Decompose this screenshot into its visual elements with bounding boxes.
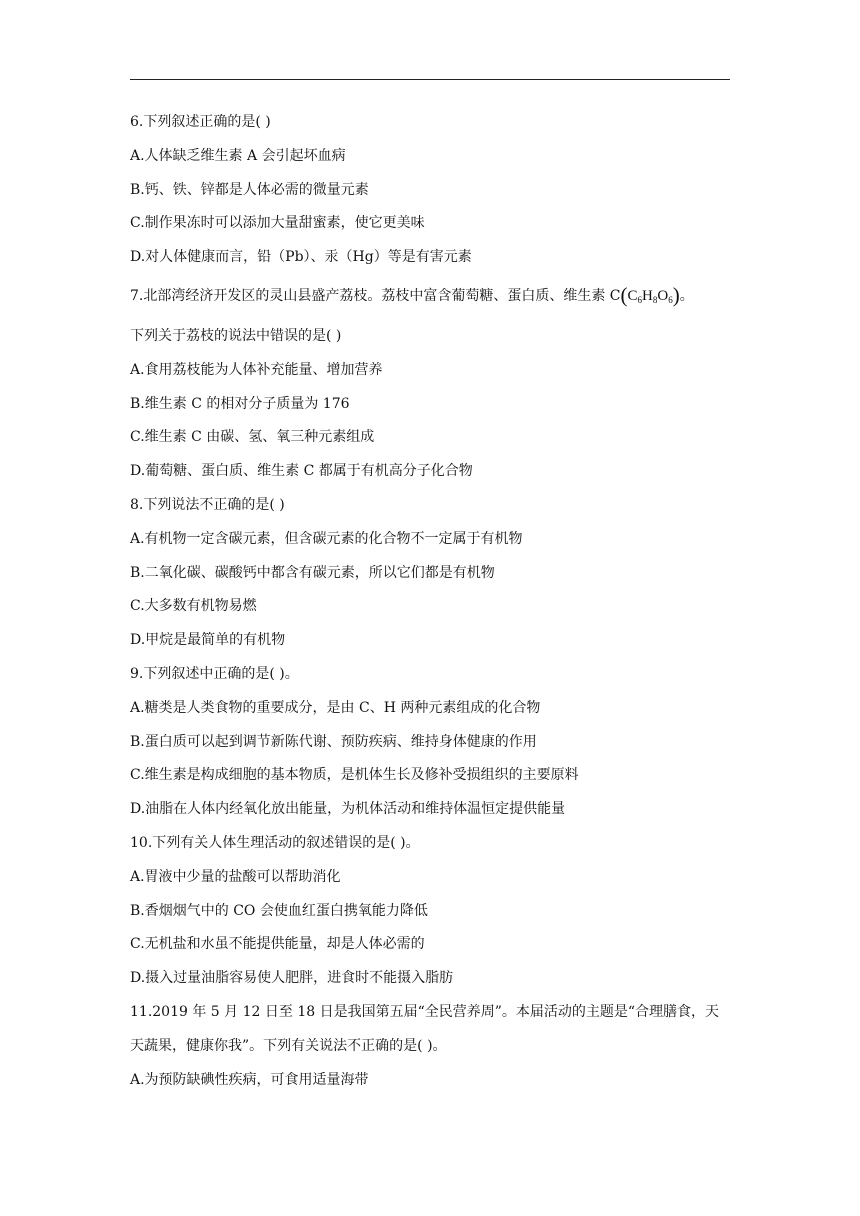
formula-hydrogen: H: [642, 288, 653, 304]
question-7-option-c: C.维生素 C 由碳、氢、氧三种元素组成: [130, 429, 375, 445]
question-10-option-c: C.无机盐和水虽不能提供能量，却是人体必需的: [130, 936, 425, 952]
question-8-option-c: C.大多数有机物易燃: [130, 598, 257, 614]
question-11-stem-line2: 天蔬果，健康你我”。下列有关说法不正确的是( )。: [130, 1038, 447, 1054]
question-6-option-d: D.对人体健康而言，铅（Pb）、汞（Hg）等是有害元素: [130, 249, 472, 265]
question-10-option-d: D.摄入过量油脂容易使人肥胖，进食时不能摄入脂肪: [130, 970, 454, 986]
question-11-option-a: A.为预防缺碘性疾病，可食用适量海带: [130, 1072, 369, 1088]
question-9-stem: 9.下列叙述中正确的是( )。: [130, 666, 299, 682]
formula-close-paren: ): [672, 283, 680, 307]
formula-carbon: C: [627, 288, 638, 304]
question-7-stem-line2: 下列关于荔枝的说法中错误的是( ): [130, 328, 342, 344]
question-10-option-b: B.香烟烟气中的 CO 会使血红蛋白携氧能力降低: [130, 903, 428, 919]
formula-oxygen: O: [657, 288, 669, 304]
question-7-stem: [130, 285, 694, 310]
question-6-option-c: C.制作果冻时可以添加大量甜蜜素，使它更美味: [130, 215, 425, 231]
vitamin-c-formula: [620, 283, 680, 307]
question-6-stem: 6.下列叙述正确的是( ): [130, 114, 271, 130]
question-10-stem: 10.下列有关人体生理活动的叙述错误的是( )。: [130, 835, 420, 851]
question-8-stem: 8.下列说法不正确的是( ): [130, 497, 285, 513]
question-6-option-b: B.钙、铁、锌都是人体必需的微量元素: [130, 182, 369, 198]
formula-carbon-count: 6: [637, 295, 643, 305]
formula-open-paren: (: [620, 283, 628, 307]
question-7-option-b: B.维生素 C 的相对分子质量为 176: [130, 396, 350, 412]
question-7-stem-end: 。: [679, 288, 694, 304]
question-11-stem-line1: 11.2019 年 5 月 12 日至 18 日是我国第五届“全民营养周”。本届活动的主题是“合理膳食，天: [130, 1004, 720, 1020]
question-9-option-c: C.维生素是构成细胞的基本物质，是机体生长及修补受损组织的主要原料: [130, 767, 579, 783]
question-8-option-d: D.甲烷是最简单的有机物: [130, 632, 286, 648]
question-6-option-a: A.人体缺乏维生素 A 会引起坏血病: [130, 148, 346, 164]
question-9-option-b: B.蛋白质可以起到调节新陈代谢、预防疾病、维持身体健康的作用: [130, 734, 537, 750]
question-9-option-d: D.油脂在人体内经氧化放出能量，为机体活动和维持体温恒定提供能量: [130, 801, 566, 817]
question-7-stem-text: 7.北部湾经济开发区的灵山县盛产荔枝。荔枝中富含葡萄糖、蛋白质、维生素 C: [130, 288, 621, 304]
question-9-option-a: A.糖类是人类食物的重要成分，是由 C、H 两种元素组成的化合物: [130, 700, 541, 716]
header-rule: [130, 79, 730, 80]
question-7-option-a: A.食用荔枝能为人体补充能量、增加营养: [130, 362, 383, 378]
question-8-option-b: B.二氧化碳、碳酸钙中都含有碳元素，所以它们都是有机物: [130, 565, 495, 581]
formula-hydrogen-count: 8: [652, 295, 658, 305]
question-7-option-d: D.葡萄糖、蛋白质、维生素 C 都属于有机高分子化合物: [130, 463, 473, 479]
formula-oxygen-count: 6: [668, 295, 673, 305]
question-8-option-a: A.有机物一定含碳元素，但含碳元素的化合物不一定属于有机物: [130, 531, 523, 547]
question-10-option-a: A.胃液中少量的盐酸可以帮助消化: [130, 869, 341, 885]
